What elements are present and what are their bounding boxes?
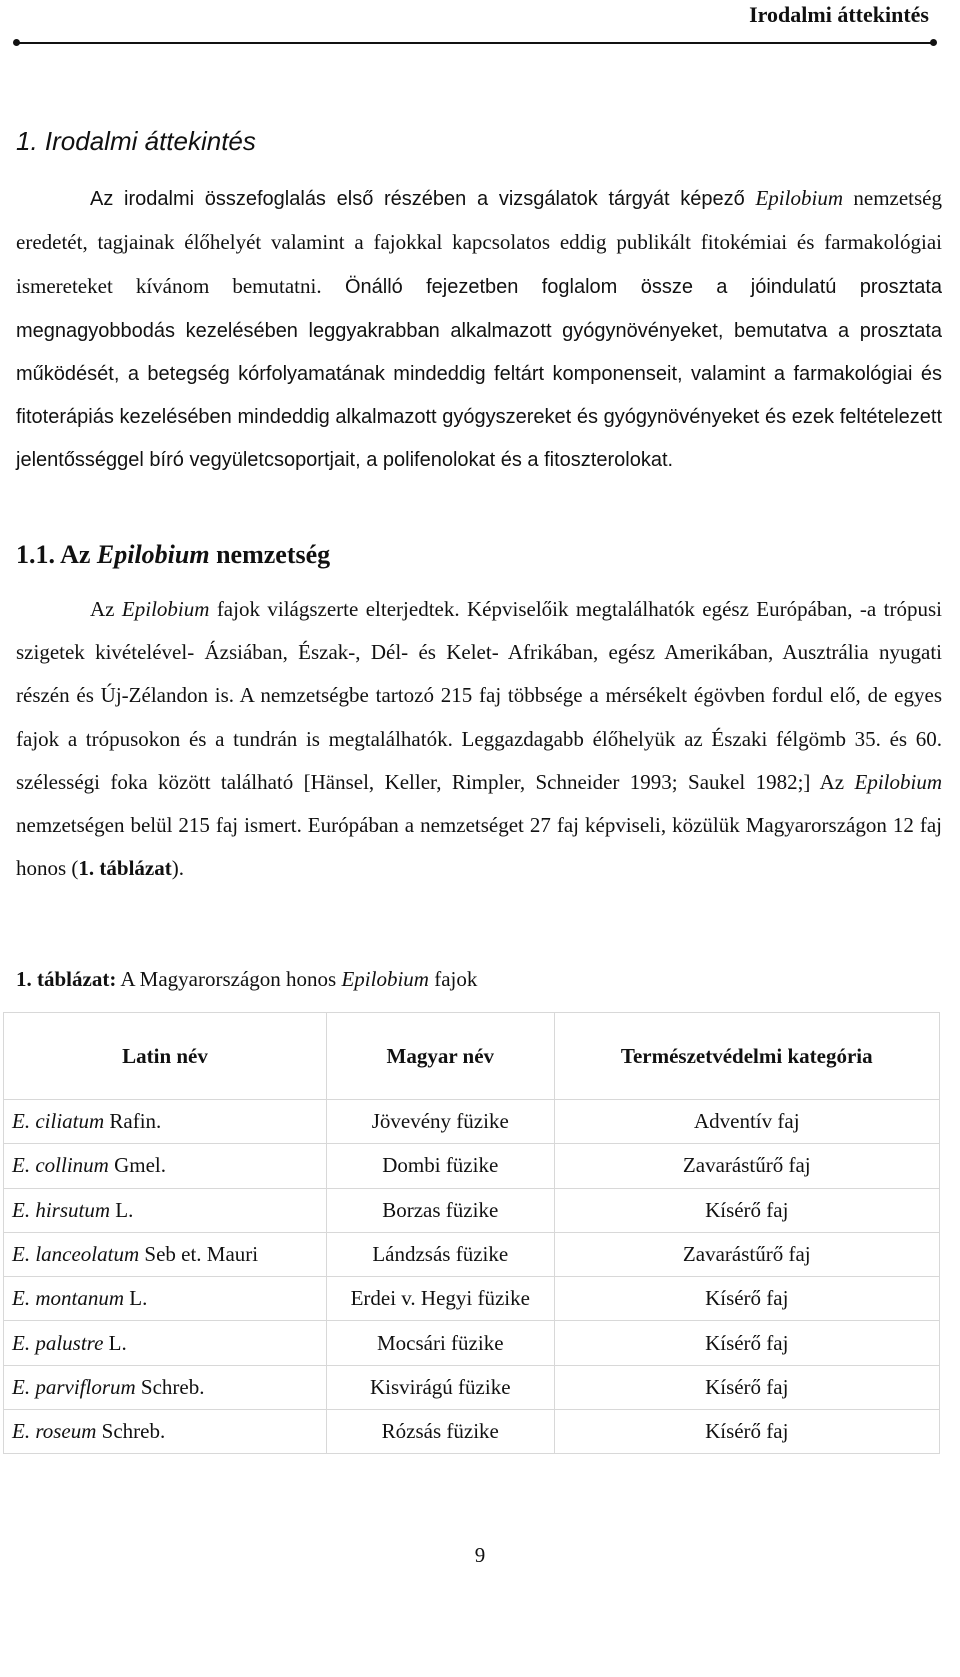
table-row	[4, 1100, 940, 1144]
running-header: Irodalmi áttekintés	[749, 2, 929, 27]
author-citation: Schreb.	[135, 1374, 205, 1399]
latin-name-cell	[4, 1277, 327, 1321]
intro-text-3: Önálló fejezetben foglalom össze a jóindulatú prosztata megnagyobbodás kezelésében leggyakrabban alkalmazott gyógynövényeket, bemutatva a prosztata működését, a betegség kórfolyamatának mindeddig feltárt komponenseit, valamint a farmakológiai és fitoterápiás kezelésében mindeddig alkalmazott gyógyszereket és gyógynövényeket és ezek feltételezett jelentősséggel bíró vegyületcsoportjait, a polifenolokat és a fitoszterolokat.	[16, 276, 942, 472]
hungarian-name-cell: Dombi füzike	[327, 1144, 555, 1188]
hungarian-name-cell: Lándzsás füzike	[327, 1232, 555, 1276]
column-header-hungarian: Magyar név	[327, 1013, 555, 1100]
hungarian-name-cell: Jövevény füzike	[327, 1100, 555, 1144]
section-genus-1: Epilobium	[121, 597, 210, 621]
hungarian-name-cell: Mocsári füzike	[327, 1321, 555, 1365]
section-genus: Epilobium	[96, 540, 210, 569]
latin-name-cell	[4, 1144, 327, 1188]
table-row	[4, 1365, 940, 1409]
category-cell: Kísérő faj	[554, 1277, 939, 1321]
category-cell: Kísérő faj	[554, 1321, 939, 1365]
species-epithet: parviflorum	[35, 1374, 136, 1399]
section-text-2: fajok világszerte elterjedtek. Képviselőik megtalálhatók egész Európában, -a trópusi szigetek kivételével- Ázsiában, Észak-, Dél- és Kelet- Afrikában, egész Amerikában, Ausztrália nyugati részén és Új-Zélandon is. A nemzetségbe tartozó 215 faj többsége a mérsékelt égövben fordul elő, de egyes fajok a trópusokon és a tundrán is megtalálhatók. Leggazdagabb élőhelyük az Északi félgömb 35. és 60. szélességi foka között található [Hänsel, Keller, Rimpler, Schneider 1993; Saukel 1982;] Az	[16, 597, 942, 794]
page-number: 9	[474, 1543, 486, 1567]
latin-name-cell	[4, 1188, 327, 1232]
species-epithet: lanceolatum	[35, 1242, 140, 1267]
section-title	[16, 540, 330, 570]
latin-name-cell	[4, 1100, 327, 1144]
species-epithet: collinum	[35, 1153, 109, 1178]
table-caption-text: A Magyarországon honos	[116, 967, 342, 991]
genus-abbrev: E.	[12, 1242, 36, 1267]
hungarian-name-cell: Erdei v. Hegyi füzike	[327, 1277, 555, 1321]
table-body	[4, 1100, 940, 1454]
table-caption	[16, 967, 477, 992]
column-header-category: Természetvédelmi kategória	[554, 1013, 939, 1100]
species-table	[3, 1012, 940, 1454]
hungarian-name-cell: Kisvirágú füzike	[327, 1365, 555, 1409]
table-caption-label: 1. táblázat:	[16, 967, 117, 991]
species-epithet: roseum	[35, 1419, 97, 1444]
table-reference: 1. táblázat	[78, 856, 172, 881]
species-epithet: montanum	[35, 1286, 124, 1311]
genus-abbrev: E.	[12, 1197, 36, 1222]
intro-paragraph	[16, 177, 942, 482]
genus-abbrev: E.	[12, 1153, 36, 1178]
section-genus-2: Epilobium	[854, 769, 942, 794]
author-citation: Gmel.	[108, 1153, 166, 1178]
category-cell: Kísérő faj	[554, 1365, 939, 1409]
section-text-1: Az	[90, 597, 122, 621]
category-cell: Kísérő faj	[554, 1188, 939, 1232]
author-citation: Schreb.	[96, 1419, 166, 1444]
author-citation: Rafin.	[104, 1109, 162, 1134]
category-cell: Kísérő faj	[554, 1410, 939, 1454]
table-row	[4, 1321, 940, 1365]
table-row	[4, 1144, 940, 1188]
genus-abbrev: E.	[12, 1330, 36, 1355]
intro-genus: Epilobium	[755, 186, 843, 210]
hungarian-name-cell: Borzas füzike	[327, 1188, 555, 1232]
table-row	[4, 1277, 940, 1321]
category-cell: Adventív faj	[554, 1100, 939, 1144]
latin-name-cell	[4, 1365, 327, 1409]
header-rule	[16, 42, 934, 44]
genus-abbrev: E.	[12, 1419, 36, 1444]
latin-name-cell	[4, 1410, 327, 1454]
table-caption-genus: Epilobium	[341, 967, 429, 991]
hungarian-name-cell: Rózsás füzike	[327, 1410, 555, 1454]
category-cell: Zavarástűrő faj	[554, 1232, 939, 1276]
chapter-title: 1. Irodalmi áttekintés	[16, 126, 256, 156]
species-epithet: ciliatum	[35, 1109, 105, 1134]
intro-text-2: nemzetség eredetét, tagjainak élőhelyét valamint a fajokkal kapcsolatos eddig publikált fitokémiai és farmakológiai ismereteket kívánom bemutatni.	[16, 186, 942, 299]
table-caption-end: fajok	[428, 967, 478, 991]
author-citation: L.	[103, 1330, 127, 1355]
table-header-row	[4, 1013, 940, 1100]
section-text-4: ).	[171, 856, 184, 881]
section-paragraph	[16, 588, 942, 890]
latin-name-cell	[4, 1232, 327, 1276]
author-citation: L.	[110, 1197, 134, 1222]
author-citation: Seb et. Mauri	[139, 1242, 259, 1267]
genus-abbrev: E.	[12, 1109, 36, 1134]
genus-abbrev: E.	[12, 1374, 36, 1399]
section-title-rest: nemzetség	[209, 540, 331, 569]
table-row	[4, 1188, 940, 1232]
category-cell: Zavarástűrő faj	[554, 1144, 939, 1188]
species-epithet: palustre	[35, 1330, 104, 1355]
table-row	[4, 1410, 940, 1454]
intro-text-1: Az irodalmi összefoglalás első részében a vizsgálatok tárgyát képező	[90, 188, 756, 210]
species-epithet: hirsutum	[35, 1197, 111, 1222]
section-text-3: nemzetségen belül 215 faj ismert. Európában a nemzetséget 27 faj képviseli, közülük Magyarországon 12 faj honos (	[16, 813, 942, 881]
latin-name-cell	[4, 1321, 327, 1365]
genus-abbrev: E.	[12, 1286, 36, 1311]
section-number: 1.1. Az	[16, 540, 97, 569]
author-citation: L.	[124, 1286, 148, 1311]
table-row	[4, 1232, 940, 1276]
column-header-latin: Latin név	[4, 1013, 327, 1100]
